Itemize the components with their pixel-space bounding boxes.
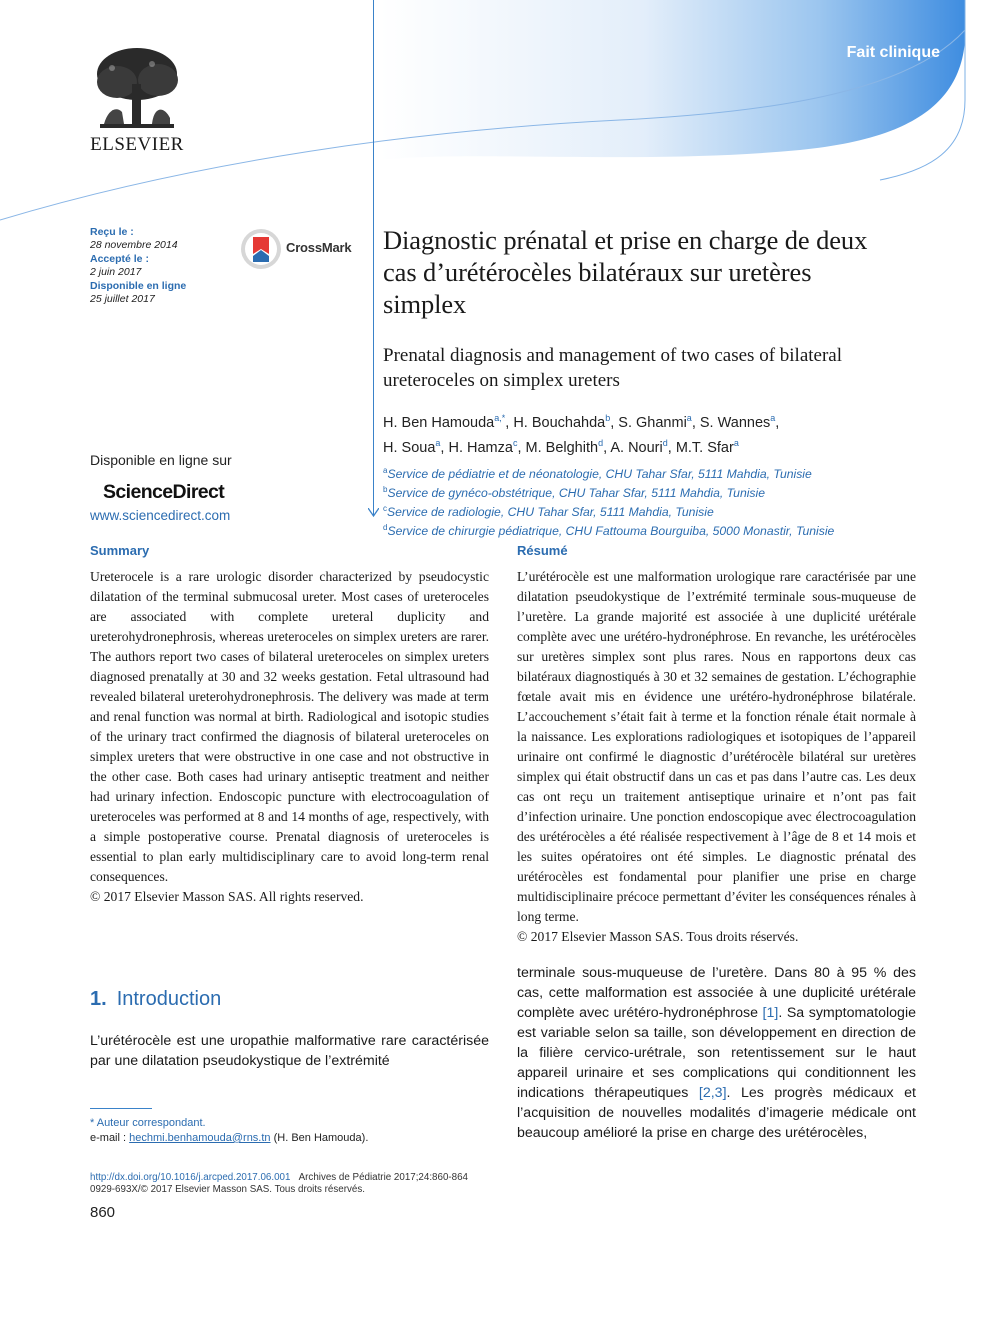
doi-line — [90, 1172, 468, 1184]
affiliation-text: Service de chirurgie pédiatrique, CHU Fattouma Bourguiba, 5000 Monastir, Tunisie — [387, 524, 835, 539]
email-label: e-mail : — [90, 1132, 127, 1144]
author-affiliation-mark: d — [598, 437, 604, 448]
intro-text-part: . Les progrès médicaux et l’acquisition de nouvelles modalités d’imagerie médicale ont beaucoup amélioré la prise en charge des urétérocèles, — [517, 1085, 916, 1141]
footnote-rule — [90, 1108, 152, 1109]
affiliation-item — [383, 501, 903, 520]
arrow-down-icon — [368, 508, 379, 518]
affiliation-text: Service de pédiatrie et de néonatologie, CHU Tahar Sfar, 5111 Mahdia, Tunisie — [387, 467, 812, 482]
author-separator: , — [505, 414, 514, 431]
resume-copyright: © 2017 Elsevier Masson SAS. Tous droits réservés. — [517, 929, 799, 944]
author-name: M.T. Sfar — [675, 439, 734, 456]
article-dates — [90, 226, 240, 306]
corresponding-author-footnote — [90, 1116, 368, 1146]
resume-heading: Résumé — [517, 543, 568, 558]
article-title: Diagnostic prénatal et prise en charge de deux cas d’urétérocèles bilatéraux sur uretères simplex — [383, 225, 868, 319]
author-separator: , — [667, 439, 676, 456]
section-tag: Fait clinique — [846, 44, 940, 61]
journal-citation: Archives de Pédiatrie 2017;24:860-864 — [298, 1172, 469, 1183]
author-separator: , — [610, 414, 619, 431]
corresponding-label: * Auteur correspondant. — [90, 1117, 206, 1129]
author-separator: , — [440, 439, 449, 456]
author-separator: , — [517, 439, 526, 456]
author-affiliation-mark: a — [686, 413, 692, 423]
doi-link[interactable]: http://dx.doi.org/10.1016/j.arcped.2017.06.001 — [90, 1172, 291, 1183]
affiliation-item — [383, 520, 903, 539]
reference-link[interactable]: [2,3] — [698, 1085, 727, 1101]
email-link[interactable]: hechmi.benhamouda@rns.tn — [129, 1132, 271, 1144]
received-label: Reçu le : — [90, 226, 134, 238]
section-number: 1. — [90, 988, 107, 1010]
resume-paragraph: L’urétérocèle est une malformation urologique rare caractérisée par une dilatation pseudokystique de l’extrémité terminale sous-muqueuse de l’uretère. La grande majorité est associée à une duplicité urétérale complète avec une urétéro-hydronéphrose. En revanche, les urétérocèles sur uretères simplex sont plus rares. Nous en rapportons deux cas bilatéraux diagnostiqués à 30 et 32 semaines de gestation. L’échographie fœtale avait mis en évidence une urétéro-hydronéphrose bilatérale. L’accouchement s’était fait à terme et la fonction rénale était normale à la naissance. Les explorations radiologiques et isotopiques de l’appareil urinaire ont confirmé le diagnostic d’urétérocèle bilatéral sur uretères simplex qui était obstructif dans un cas et pas dans l’autre cas. Les deux cas ont reçu un traitement antiseptique urinaire et n’ont pas fait d’infection urinaire. Une ponction endoscopique avec électrocoagulation des urétérocèles a été réalisée respectivement à l’âge de 8 et 14 mois et les suites opératoires ont été simples. Le diagnostic prénatal des urétérocèles est fondamental pour planifier une prise en charge multidisciplinaire précoce permettant d’éviter les conséquences rénales à long terme. — [517, 569, 916, 924]
sciencedirect-link[interactable]: www.sciencedirect.com — [90, 508, 231, 523]
summary-abstract — [90, 567, 489, 907]
author-affiliation-mark: b — [605, 413, 611, 423]
reference-link[interactable]: [1] — [762, 1005, 779, 1021]
email-owner: (H. Ben Hamouda). — [273, 1132, 369, 1144]
introduction-paragraph-left: L’urétérocèle est une uropathie malformative rare caractérisée par une dilatation pseudokystique de l’extrémité — [90, 1033, 489, 1069]
article-subtitle-en: Prenatal diagnosis and management of two cases of bilateral ureteroceles on simplex ureters — [383, 345, 843, 391]
affiliation-item — [383, 463, 903, 482]
resume-abstract — [517, 567, 916, 947]
introduction-heading — [90, 988, 221, 1011]
available-online-label: Disponible en ligne sur — [90, 452, 232, 468]
crossmark-icon — [240, 228, 282, 270]
issn-line: 0929-693X/© 2017 Elsevier Masson SAS. Tous droits réservés. — [90, 1184, 365, 1195]
affiliation-key: d — [383, 523, 388, 533]
affiliation-list — [383, 463, 903, 539]
online-label: Disponible en ligne — [90, 279, 187, 292]
author-affiliation-mark: c — [512, 437, 518, 448]
intro-text-part: . Sa symptomatologie est variable selon sa taille, son développement en direction de la filière cervico-urétrale, son retentissement sur le haut appareil urinaire et ses complications qui conditionnent les indications thérapeutiques — [517, 1005, 916, 1101]
header-divider-line — [373, 0, 374, 515]
summary-heading: Summary — [90, 543, 150, 558]
author-affiliation-mark: a — [733, 437, 739, 448]
author-separator: , — [775, 414, 780, 431]
sciencedirect-logo: ScienceDirect — [103, 481, 225, 503]
accepted-date: 2 juin 2017 — [90, 266, 142, 279]
crossmark-label: CrossMark — [286, 240, 352, 255]
author-name: H. Bouchahda — [513, 414, 606, 431]
author-affiliation-mark: a,* — [494, 413, 506, 423]
author-affiliation-mark: a — [435, 437, 441, 448]
affiliation-text: Service de gynéco-obstétrique, CHU Tahar Sfar, 5111 Mahdia, Tunisie — [387, 486, 766, 501]
crossmark-badge[interactable] — [240, 228, 358, 270]
author-affiliation-mark: a — [770, 413, 776, 423]
section-title: Introduction — [116, 988, 222, 1010]
intro-text-part: terminale sous-muqueuse de l’uretère. Dans 80 à 95 % des cas, cette malformation est associée à une duplicité urétérale complète avec urétéro-hydronéphrose — [517, 965, 916, 1021]
email-line — [90, 1131, 368, 1146]
online-date: 25 juillet 2017 — [90, 293, 155, 306]
author-separator: , — [691, 414, 700, 431]
author-separator: , — [603, 439, 611, 456]
affiliation-item — [383, 482, 903, 501]
received-date: 28 novembre 2014 — [90, 239, 178, 252]
summary-copyright: © 2017 Elsevier Masson SAS. All rights reserved. — [90, 889, 364, 904]
author-name: M. Belghith — [525, 439, 599, 456]
author-affiliation-mark: d — [662, 437, 668, 448]
affiliation-key: b — [383, 485, 388, 495]
author-name: H. Soua — [383, 439, 436, 456]
author-name: A. Nouri — [610, 439, 663, 456]
affiliation-key: c — [383, 504, 387, 514]
author-name: S. Wannes — [699, 414, 771, 431]
publisher-name: ELSEVIER — [90, 134, 184, 155]
summary-paragraph: Ureterocele is a rare urologic disorder characterized by pseudocystic dilatation of the terminal submucosal ureter. Most cases of ureteroceles are associated with complete ureteral duplicity and ureterohydronephrosis, whereas ureteroceles on simplex ureters are rarer. The authors report two cases of bilateral ureteroceles on simplex ureters diagnosed prenatally at 30 and 32 weeks gestation. Fetal ultrasound had revealed bilateral ureterohydronephrosis. The delivery was made at term and renal function was normal at birth. Radiological and isotopic studies of the urinary tract confirmed the diagnosis of bilateral ureteroceles on simplex ureters that were obstructive in one case and not obstructive in the other case. Both cases had urinary antiseptic treatment and neither had urinary infection. Endoscopic puncture with electrocoagulation of ureteroceles was performed at 8 and 14 months of age, respectively, with a simple postoperative course. Prenatal diagnosis of ureteroceles is essential to plan early multidisciplinary care to avoid long-term renal consequences. — [90, 569, 489, 884]
affiliation-key: a — [383, 466, 388, 475]
introduction-paragraph-right — [517, 963, 916, 1143]
page-number: 860 — [90, 1204, 116, 1221]
affiliation-text: Service de radiologie, CHU Tahar Sfar, 5111 Mahdia, Tunisie — [387, 505, 714, 520]
author-name: H. Hamza — [448, 439, 513, 456]
author-list — [383, 408, 853, 458]
author-name: H. Ben Hamouda — [383, 414, 495, 431]
author-name: S. Ghanmi — [618, 414, 687, 431]
accepted-label: Accepté le : — [90, 252, 149, 265]
